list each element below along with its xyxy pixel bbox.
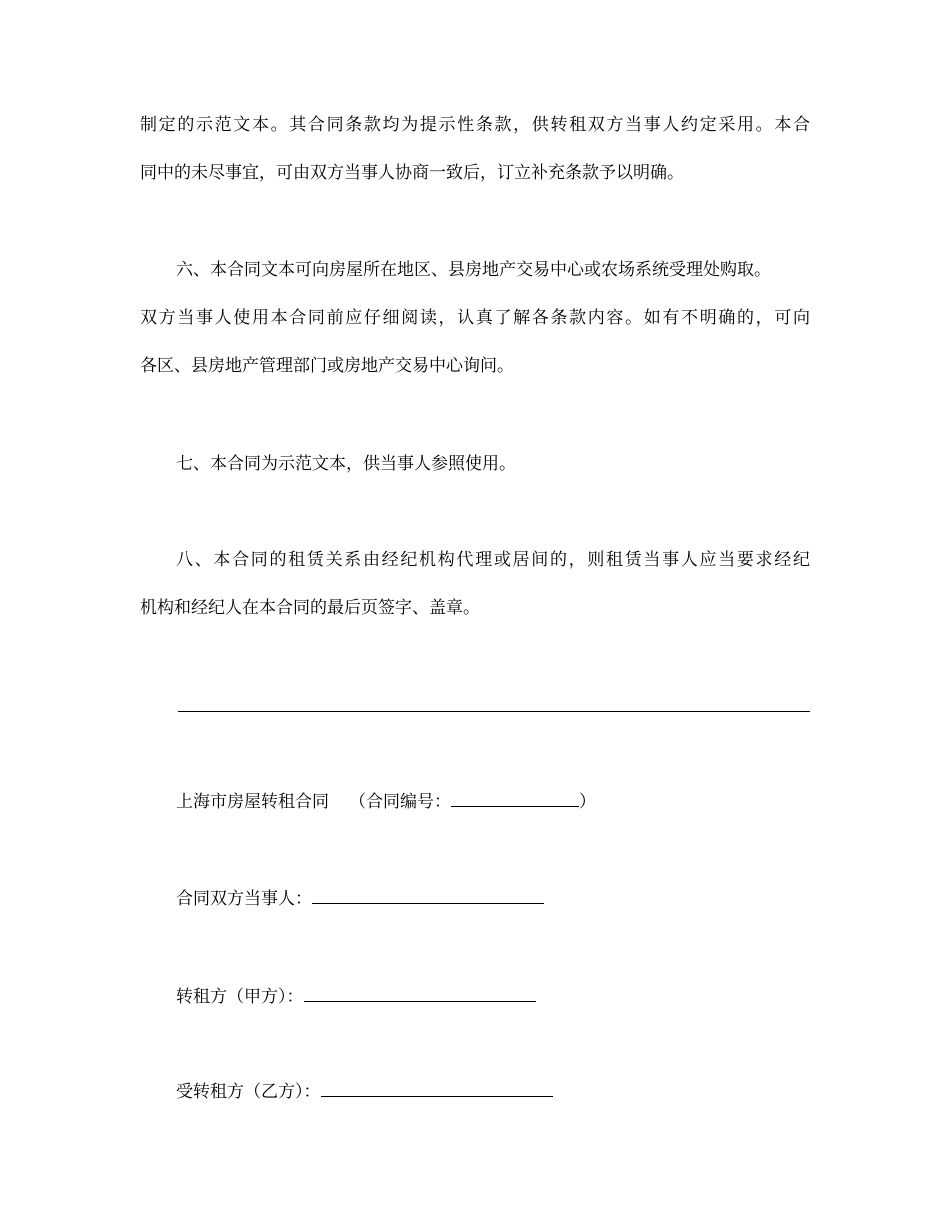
notes-paragraph-5-line-1: 制定的示范文本。其合同条款均为提示性条款，供转租双方当事人约定采用。本合 bbox=[140, 115, 810, 135]
parties-field[interactable] bbox=[312, 886, 544, 904]
sublessee-field[interactable] bbox=[321, 1079, 553, 1097]
notes-paragraph-6-line-1: 六、本合同文本可向房屋所在地区、县房地产交易中心或农场系统受理处购取。 bbox=[176, 260, 771, 280]
contract-title-line bbox=[176, 789, 596, 814]
section-divider bbox=[178, 711, 810, 712]
sublessor-label: 转租方（甲方）： bbox=[176, 987, 304, 1007]
contract-number-field[interactable] bbox=[451, 789, 579, 807]
notes-paragraph-7: 七、本合同为示范文本，供当事人参照使用。 bbox=[176, 454, 516, 474]
sublessor-field[interactable] bbox=[304, 984, 536, 1002]
notes-paragraph-5-line-2: 同中的未尽事宜，可由双方当事人协商一致后，订立补充条款予以明确。 bbox=[140, 163, 684, 183]
notes-paragraph-8-line-1: 八、本合同的租赁关系由经纪机构代理或居间的，则租赁当事人应当要求经纪 bbox=[176, 550, 810, 570]
sublessee-line bbox=[176, 1079, 553, 1104]
sublessor-line bbox=[176, 984, 536, 1009]
notes-paragraph-8-line-2: 机构和经纪人在本合同的最后页签字、盖章。 bbox=[140, 598, 480, 618]
notes-paragraph-6-line-2: 双方当事人使用本合同前应仔细阅读，认真了解各条款内容。如有不明确的，可向 bbox=[140, 308, 810, 328]
contract-number-label: （合同编号： bbox=[349, 792, 451, 812]
contract-title: 上海市房屋转租合同 bbox=[176, 792, 329, 812]
contract-number-close: ） bbox=[579, 792, 596, 812]
parties-label: 合同双方当事人： bbox=[176, 889, 312, 909]
parties-line bbox=[176, 886, 544, 911]
sublessee-label: 受转租方（乙方）： bbox=[176, 1082, 321, 1102]
notes-paragraph-6-line-3: 各区、县房地产管理部门或房地产交易中心询问。 bbox=[140, 356, 514, 376]
